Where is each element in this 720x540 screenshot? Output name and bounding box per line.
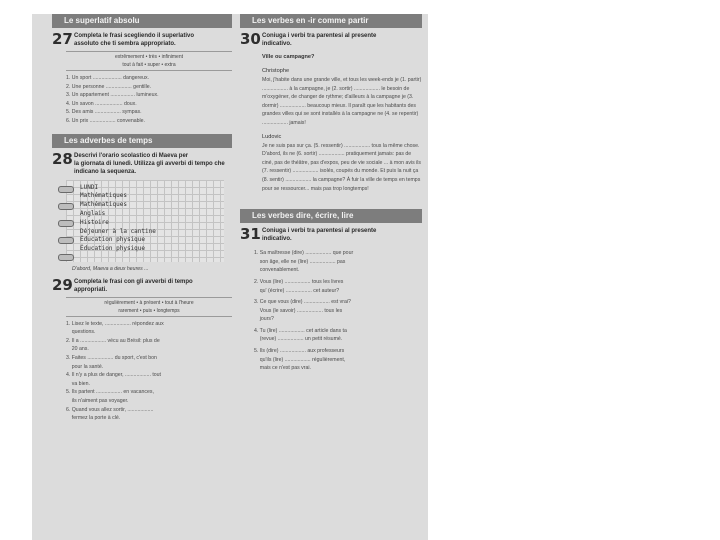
exercise-number: 29 <box>52 275 73 294</box>
schedule-entries <box>80 184 156 254</box>
list-item: 2. Il a .................. vécu au Brésil: plus de 20 ans. <box>66 337 160 353</box>
list-item: 2. Vous (lire) .................. tous les livres qu' (écrire) .................. cet auteur? <box>254 278 344 294</box>
list-item: 2. Une personne .................. gentille. <box>66 83 152 90</box>
schedule-entry: Mathématiques <box>80 192 127 200</box>
word-bank-line: rarement • puis • longtemps <box>118 307 180 314</box>
schedule-entry: Anglais <box>80 209 106 217</box>
section-banner-adverbes: Les adverbes de temps <box>52 134 232 148</box>
exercise-subtitle: Ville ou campagne? <box>262 54 315 60</box>
list-item: 5. Ils partent .................. en vacances, ils n'aiment pas voyager. <box>66 389 154 404</box>
exercise-number: 27 <box>52 30 73 48</box>
list-item: 3. Ce que vous (dire) .................. est vrai? Vous (le savoir) .................. tous les jours? <box>254 299 351 323</box>
exercise-instruction-cont: indicativo. <box>262 41 292 47</box>
textbook-page <box>32 14 428 540</box>
exercise-instruction: Coniuga i verbi tra parentesi al presente <box>262 228 377 235</box>
list-item: 5. Des amis .................. sympas. <box>66 109 142 116</box>
dialog-text: Je ne suis pas sur ça. (5. ressentir) .................. tous la même chose. D'abord, ils ne (6. sortir) .................. pratiquement jamais: pas de ciné, pas de théâtre, pas d'expos, peu de vie sociale ... à mon avis ils (7. ressentir) .................. isolés, coupés du monde. Et puis la nuit ça (8. sentir) .................. la campagne? À fuir la ville de temps en temps pour se ressourcer... mais pas trop longtemps! <box>262 142 422 192</box>
exercise-number: 31 <box>240 225 261 244</box>
list-item: 6. Quand vous allez sortir, .................. fermez la porte à clé. <box>66 406 154 422</box>
exercise-items <box>240 249 422 373</box>
exercise-items <box>52 74 232 126</box>
schedule-notebook <box>66 180 224 262</box>
left-column <box>52 14 232 423</box>
exercise-instruction: Completa le frasi scegliendo il superlativo <box>74 33 195 39</box>
exercise-29 <box>52 275 232 423</box>
speaker-name: Ludovic <box>262 133 282 140</box>
spiral-ring <box>58 203 74 210</box>
notebook-spirals <box>58 186 74 271</box>
section-banner-superlatif: Le superlatif absolu <box>52 14 232 28</box>
list-item: 1. Sa maîtresse (dire) .................. que pour son âge, elle ne (lire) .................. pas convenablement. <box>254 250 354 274</box>
exercise-instruction-cont: assoluto che ti sembra appropriato. <box>74 41 176 47</box>
section-banner-verbes-dire: Les verbes dire, écrire, lire <box>240 209 422 223</box>
list-item: 6. Un prix .................. convenable. <box>66 117 146 124</box>
exercise-instruction: Descrivi l'orario scolastico di Maeva per <box>74 152 189 159</box>
example-sentence: D'abord, Maeva a deux heures ... <box>72 265 149 272</box>
word-bank-line: tout à fait • super • extra <box>122 62 176 68</box>
list-item: 4. Un savon ................... doux. <box>66 100 137 107</box>
dialog-text: Moi, j'habite dans une grande ville, et tous les week-ends je (1. partir) .................. à la campagne, je (2. sortir) .................. le besoin de m'oxygéner, de changer de rythme; d'ailleurs à la campagne je (3. dormir) .................. beaucoup mieux. Il paraît que les habitants des grandes villes qui se sont installés à la campagne ne (4. se repentir) .................. jamais! <box>262 77 422 126</box>
list-item: 3. Faites .................. du sport, c'est bon pour la santé. <box>66 354 157 370</box>
spiral-ring <box>58 254 74 261</box>
speaker-name: Christophe <box>262 68 290 74</box>
word-bank-line: régulièrement • à présent • tout à l'heure <box>104 299 194 306</box>
word-bank-line: extrêmement • très • infiniment <box>115 54 183 60</box>
exercise-31 <box>240 227 422 373</box>
exercise-instruction-cont: appropriati. <box>74 286 108 293</box>
schedule-entry: Déjeuner à la cantine <box>80 227 156 235</box>
exercise-instruction: Completa le frasi con gli avverbi di tempo <box>74 278 193 285</box>
schedule-entry: Éducation physique <box>80 236 146 244</box>
list-item: 5. Ils (dire) .................. aux professeurs qu'ils (lire) .................. régulièrement, mais ce n'est pas vrai. <box>254 348 346 372</box>
spiral-ring <box>58 237 74 244</box>
exercise-instruction: Coniuga i verbi tra parentesi al presente <box>262 33 377 39</box>
schedule-entry: Éducation physique <box>80 245 146 253</box>
list-item: 1. Lisez le texte, .................. répondez aux questions. <box>66 320 164 336</box>
right-column <box>240 14 422 373</box>
exercise-items <box>52 320 232 423</box>
schedule-day: LUNDI <box>80 183 99 191</box>
schedule-entry: Histoire <box>80 218 109 226</box>
word-bank <box>66 297 232 317</box>
exercise-number: 28 <box>52 149 73 168</box>
section-banner-verbes-ir: Les verbes en -ir comme partir <box>240 14 422 28</box>
list-item: 3. Un appartement ................. lumineux. <box>66 92 159 99</box>
spiral-ring <box>58 220 74 227</box>
exercise-instruction-cont: indicativo. <box>262 236 292 243</box>
list-item: 1. Un sport .................... dangereux. <box>66 75 150 81</box>
exercise-30 <box>240 32 422 193</box>
list-item: 4. Tu (lire) .................. cet article dans ta (revue) .................. un petit résumé. <box>254 327 347 343</box>
exercise-number: 30 <box>240 30 261 48</box>
list-item: 4. Il n'y a plus de danger, .................. tout va bien. <box>66 372 161 387</box>
spiral-ring <box>58 186 74 193</box>
word-bank <box>66 51 232 71</box>
exercise-instruction-cont: la giornata di lunedì. Utilizza gli avverbi di tempo che indicano la sequenza. <box>74 160 225 175</box>
exercise-28 <box>52 149 232 272</box>
exercise-27 <box>52 32 232 126</box>
schedule-entry: Mathématiques <box>80 201 127 209</box>
